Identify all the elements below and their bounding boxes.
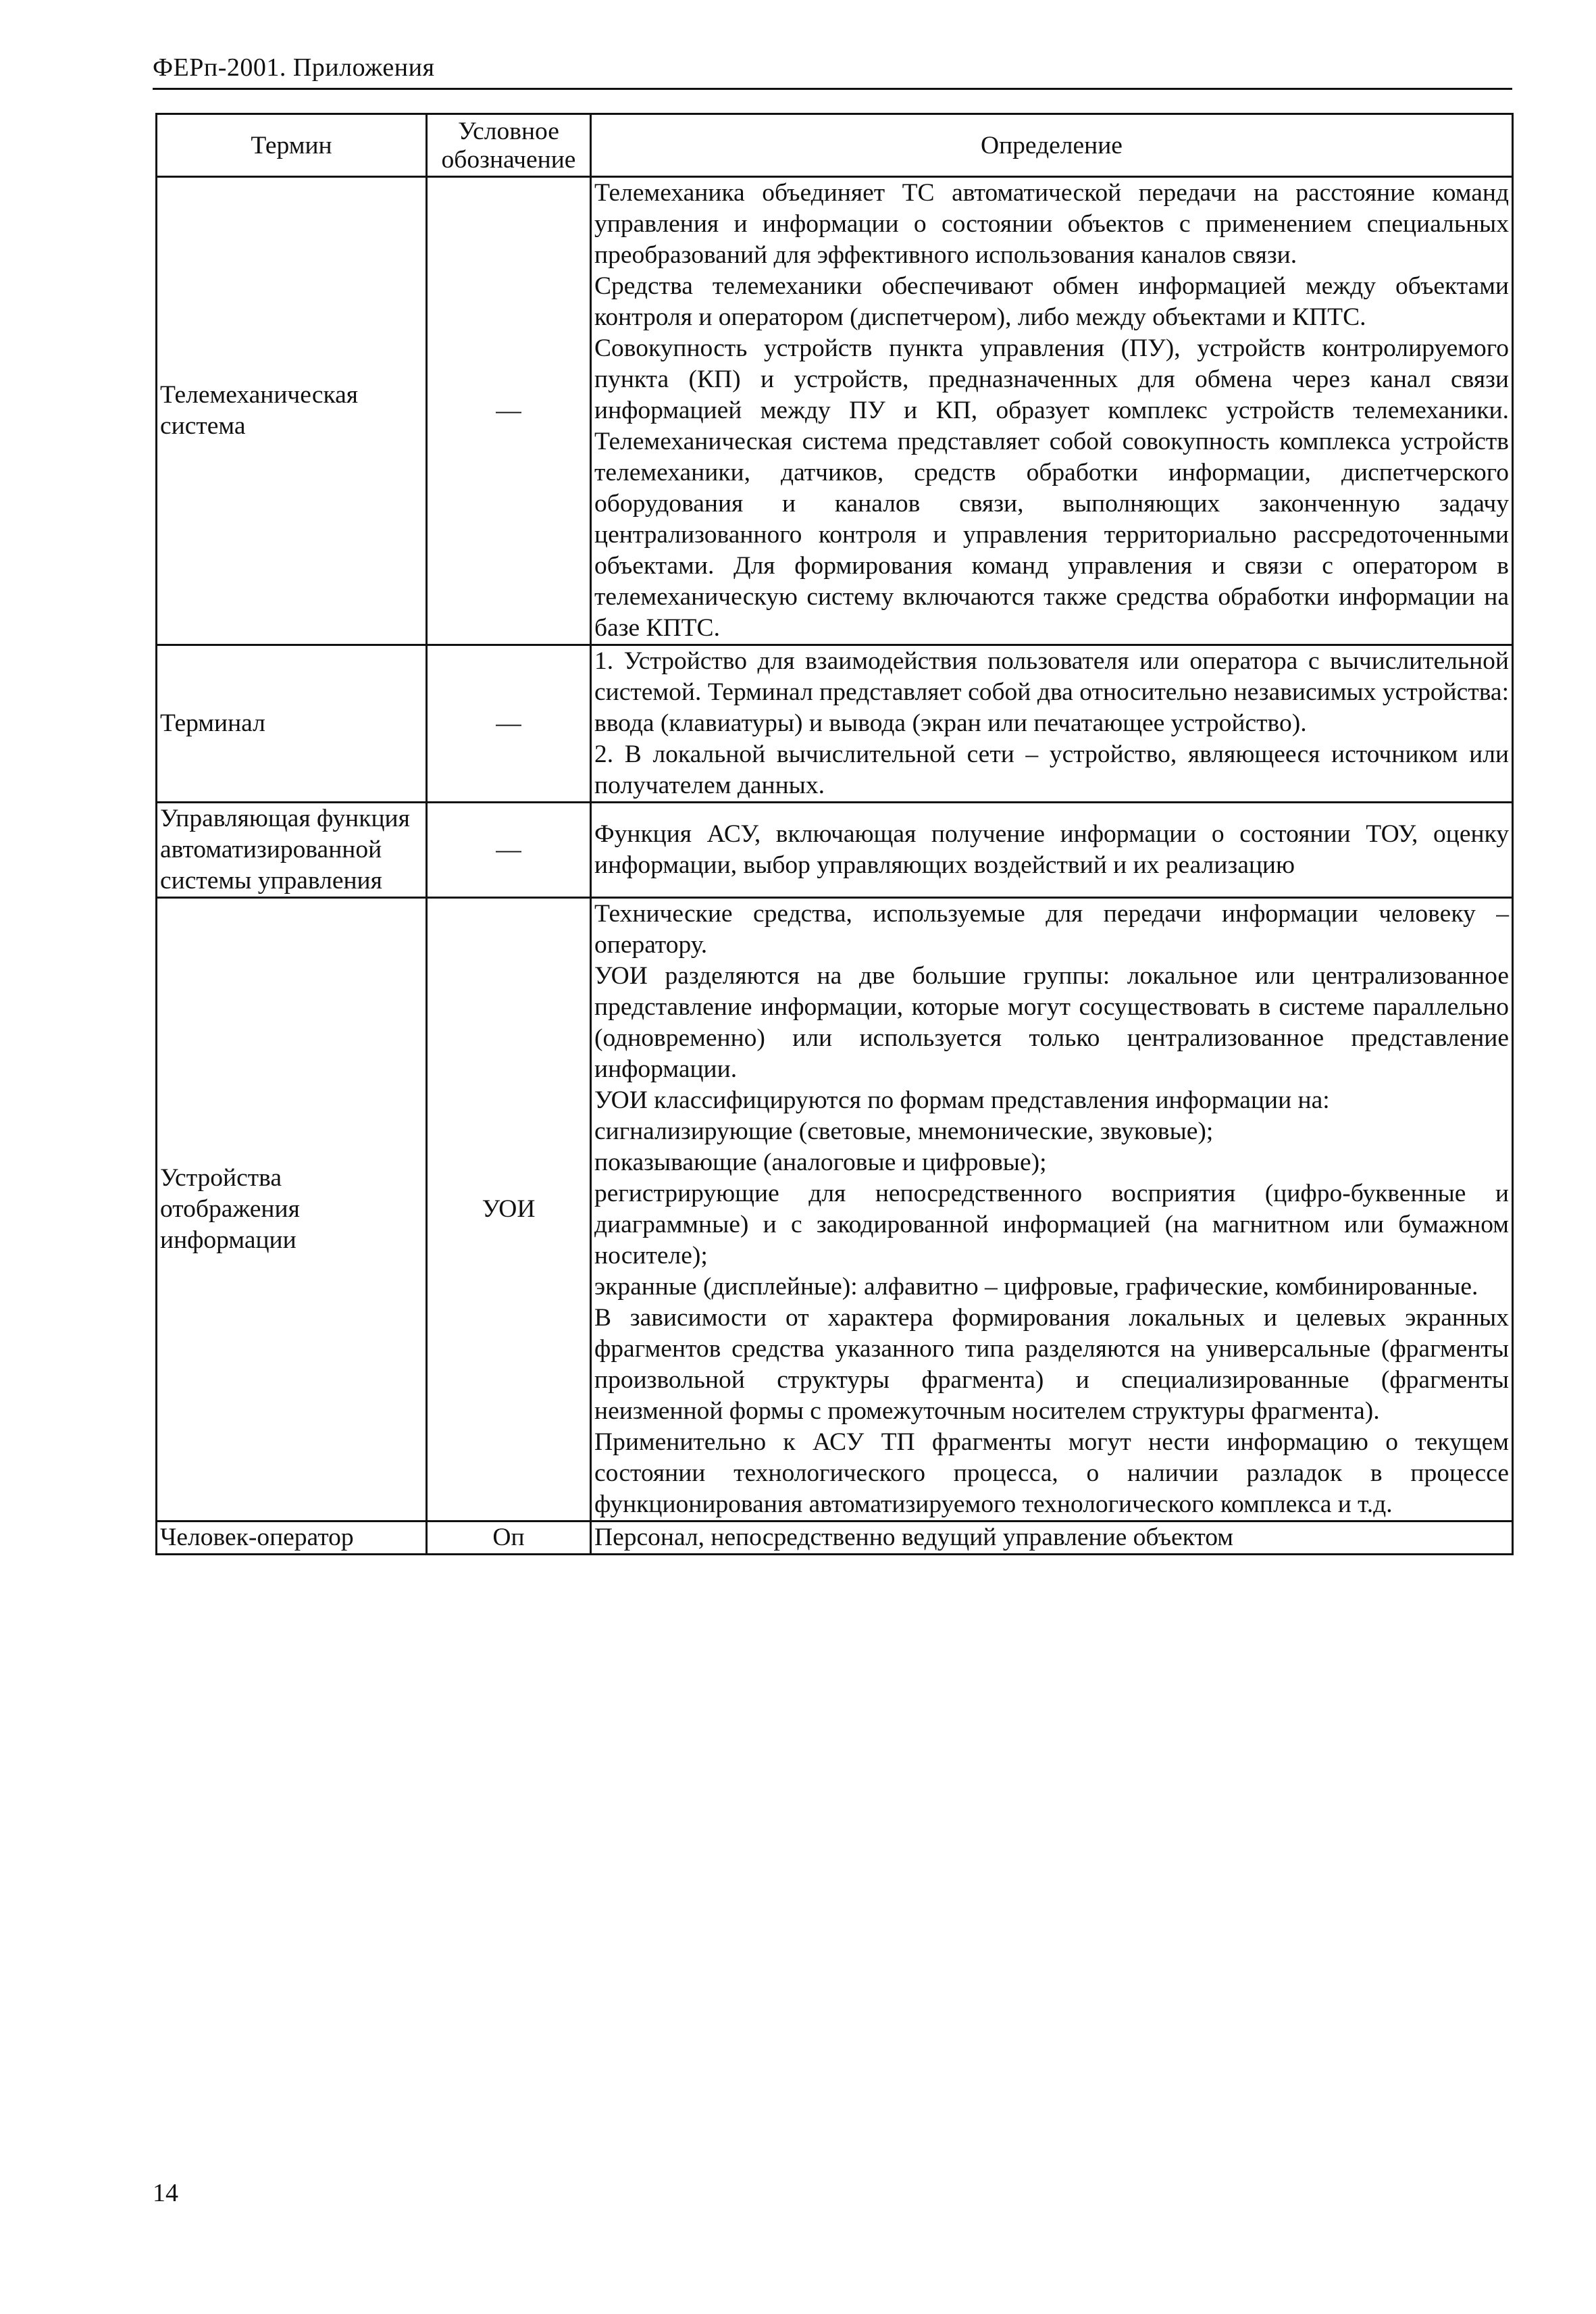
table-row: [157, 645, 1513, 803]
definition-paragraph: УОИ разделяются на две большие группы: локальное или централизованное представление информации, которые могут сосуществовать в системе параллельно (одновременно) или используется только централизованное представление информации.: [594, 962, 1509, 1083]
page-number: 14: [153, 2179, 178, 2207]
table-header-row: [157, 114, 1513, 177]
definition-paragraph: 2. В локальной вычислительной сети – устройство, являющееся источником или получателем данных.: [594, 740, 1509, 799]
abbreviation-cell: —: [427, 645, 591, 803]
definition-paragraph: Функция АСУ, включающая получение информации о состоянии ТОУ, оценку информации, выбор управляющих воздействий и их реализацию: [594, 820, 1509, 879]
term-cell: Человек-оператор: [157, 1521, 427, 1555]
table-row: [157, 898, 1513, 1521]
definition-paragraph: Персонал, непосредственно ведущий управление объектом: [594, 1524, 1233, 1551]
abbreviation-cell: Оп: [427, 1521, 591, 1555]
definition-paragraph: Совокупность устройств пункта управления (ПУ), устройств контролируемого пункта (КП) и устройств, предназначенных для обмена через канал связи информацией между ПУ и КП, образует комплекс устройств телемеханики. Телемеханическая система представляет собой совокупность комплекса устройств телемеханики, датчиков, средств обработки информации, диспетчерского оборудования и каналов связи, выполняющих законченную задачу централизованного контроля и управления территориально рассредоточенными объектами. Для формирования команд управления и связи с оператором в телемеханическую систему включаются также средства обработки информации на базе КПТС.: [594, 334, 1509, 642]
definition-paragraph: Телемеханика объединяет ТС автоматической передачи на расстояние команд управления и информации о состоянии объектов с применением специальных преобразований для эффективного использования каналов связи.: [594, 179, 1509, 269]
abbreviation-cell: УОИ: [427, 898, 591, 1521]
table-row: [157, 803, 1513, 898]
term-cell: Телемеханическая система: [157, 177, 427, 645]
definition-cell: [591, 645, 1513, 803]
definition-paragraph: 1. Устройство для взаимодействия пользователя или оператора с вычислительной системой. Терминал представляет собой два относительно независимых устройства: ввода (клавиатуры) и вывода (экран или печатающее устройство).: [594, 647, 1509, 737]
table-row: [157, 177, 1513, 645]
definition-paragraph: Технические средства, используемые для передачи информации человеку – оператору.: [594, 900, 1509, 959]
definition-paragraph: регистрирующие для непосредственного восприятия (цифро-буквенные и диаграммные) и с закодированной информацией (на магнитном или бумажном носителе);: [594, 1180, 1509, 1269]
header-term: Термин: [157, 114, 427, 177]
definition-cell: [591, 1521, 1513, 1555]
header-definition: Определение: [591, 114, 1513, 177]
running-title: ФЕРп-2001. Приложения: [153, 53, 435, 82]
abbreviation-cell: —: [427, 177, 591, 645]
definition-paragraph: В зависимости от характера формирования локальных и целевых экранных фрагментов средства указанного типа разделяются на универсальные (фрагменты произвольной структуры фрагмента) и специализированные (фрагменты неизменной формы с промежуточным носителем структуры фрагмента).: [594, 1304, 1509, 1425]
header-abbreviation: Условное обозначение: [427, 114, 591, 177]
definition-paragraph: показывающие (аналоговые и цифровые);: [594, 1149, 1047, 1176]
definition-paragraph: УОИ классифицируются по формам представления информации на:: [594, 1086, 1330, 1114]
definition-paragraph: Применительно к АСУ ТП фрагменты могут нести информацию о текущем состоянии технологического процесса, о наличии разладок в процессе функционирования автоматизируемого технологического комплекса и т.д.: [594, 1428, 1509, 1518]
definition-paragraph: экранные (дисплейные): алфавитно – цифровые, графические, комбинированные.: [594, 1273, 1478, 1301]
abbreviation-cell: —: [427, 803, 591, 898]
table-row: [157, 1521, 1513, 1555]
term-cell: Терминал: [157, 645, 427, 803]
term-cell: Устройства отображения информации: [157, 898, 427, 1521]
terms-table: [155, 113, 1514, 1555]
term-cell: Управляющая функция автоматизированной системы управления: [157, 803, 427, 898]
definition-cell: [591, 803, 1513, 898]
definition-paragraph: Средства телемеханики обеспечивают обмен информацией между объектами контроля и оператором (диспетчером), либо между объектами и КПТС.: [594, 272, 1509, 331]
definition-cell: [591, 177, 1513, 645]
header-rule: [153, 88, 1512, 90]
definition-cell: [591, 898, 1513, 1521]
definition-paragraph: сигнализирующие (световые, мнемонические, звуковые);: [594, 1117, 1214, 1145]
